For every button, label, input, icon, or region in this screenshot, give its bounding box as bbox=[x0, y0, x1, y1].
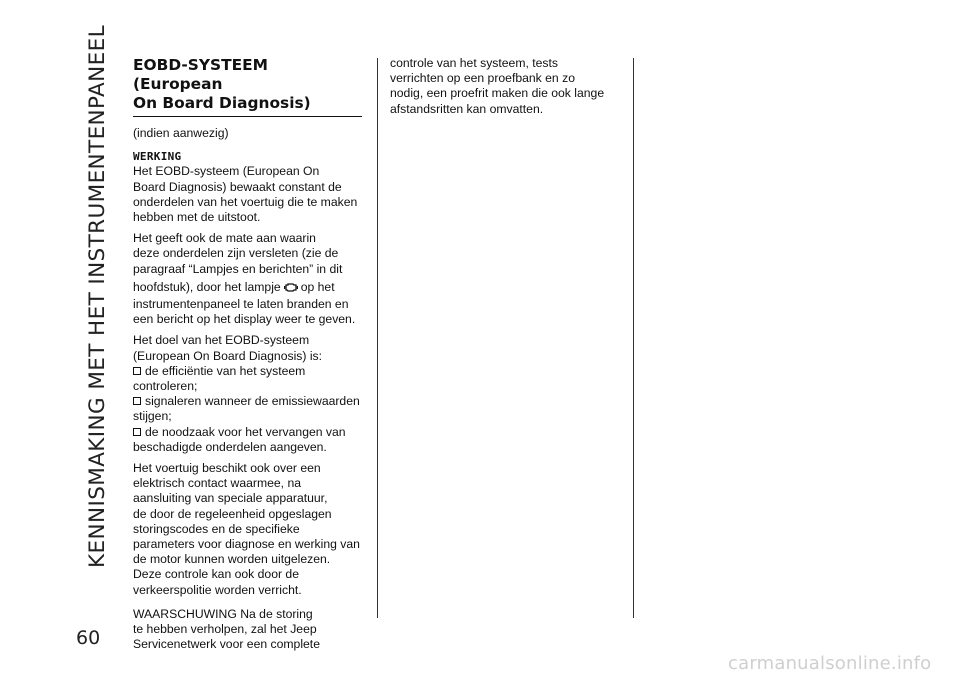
paragraph-3: Het doel van het EOBD-systeem (European On Board Diagnosis) is: bbox=[133, 333, 323, 363]
column-left bbox=[133, 56, 369, 653]
section-heading bbox=[133, 56, 362, 117]
checkbox-bullet-icon bbox=[133, 397, 141, 405]
heading-line-1: EOBD-SYSTEEM (European bbox=[133, 56, 268, 93]
list-item: signaleren wanneer de emissiewaarden stijgen; bbox=[133, 394, 360, 424]
page-number: 60 bbox=[76, 627, 101, 649]
column-divider-left bbox=[377, 58, 378, 618]
column-middle bbox=[390, 56, 626, 117]
section-label: WERKING bbox=[133, 150, 182, 164]
continuation-paragraph: controle van het systeem, tests verrichten op een proefbank en zo nodig, een proefrit maken die ook lange afstandsritten kan omvatten. bbox=[390, 56, 605, 116]
heading-line-2: On Board Diagnosis) bbox=[133, 94, 311, 112]
checkbox-bullet-icon bbox=[133, 367, 141, 375]
chapter-title: KENNISMAKING MET HET INSTRUMENTENPANEEL bbox=[85, 25, 110, 568]
paragraph-4: Het voertuig beschikt ook over een elektrisch contact waarmee, na aansluiting van speciale apparatuur, de door de regeleenheid opgeslagen storingscodes en de specifieke parameters voor diagnose en werking van de motor kunnen worden uitgelezen. Deze controle kan ook door de verkeerspolitie worden verricht. bbox=[133, 461, 360, 597]
bullet-list bbox=[133, 364, 369, 455]
engine-check-icon bbox=[284, 281, 298, 297]
list-item: de noodzaak voor het vervangen van beschadigde onderdelen aangeven. bbox=[133, 424, 346, 454]
checkbox-bullet-icon bbox=[133, 428, 141, 436]
list-item: de efficiëntie van het systeem controleren; bbox=[133, 363, 306, 394]
paragraph-2: Het geeft ook de mate aan waarin deze onderdelen zijn versleten (zie de paragraaf “Lampjes en berichten” in dit hoofdstuk), door het lampje op het instrumentenpaneel te laten branden en een bericht op het display weer te geven. bbox=[133, 231, 356, 327]
watermark: carmanualsonline.info bbox=[728, 653, 932, 674]
paragraph-1: Het EOBD-systeem (European On Board Diagnosis) bewaakt constant de onderdelen van het voertuig die te maken hebben met de uitstoot. bbox=[133, 164, 358, 225]
availability-note: (indien aanwezig) bbox=[133, 126, 229, 140]
column-divider-right bbox=[633, 58, 634, 618]
warning-paragraph: WAARSCHUWING Na de storing te hebben verholpen, zal het Jeep Servicenetwerk voor een complete bbox=[133, 606, 320, 652]
